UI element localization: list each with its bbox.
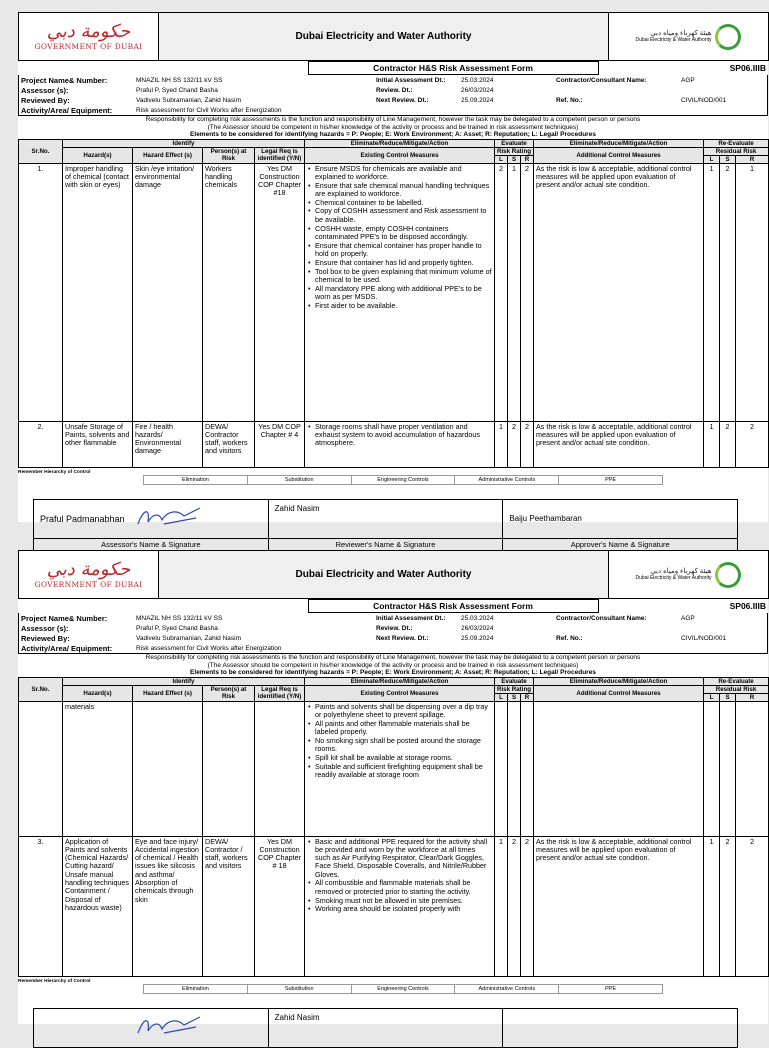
reviewer-name: Zahid Nasim — [274, 1012, 320, 1022]
dewa-logo — [609, 13, 769, 61]
legal-cell: Yes DM Construction COP Chapter # 18 — [255, 836, 305, 976]
col-sr-no: Sr.No. — [19, 139, 63, 163]
hierarchy-label: Remember Hierarchy of Control — [18, 469, 91, 475]
responsibility-note: Responsibility for completing risk assessments is the function and responsibility of Line Management, however the task may be delegated to a competent person or persons — [145, 116, 641, 123]
persons-cell: DEWA/ Contractor / staff, workers and visitors — [203, 836, 255, 976]
col-r: R — [521, 693, 534, 701]
col-persons-at-risk: Person(s) at Risk — [203, 147, 255, 163]
col-legal-req: Legal Req is identified (Y/N) — [255, 147, 305, 163]
form-title-bar — [18, 61, 768, 75]
gov-english-text: GOVERNMENT OF DUBAI — [34, 580, 143, 589]
residual-l-cell: 1 — [704, 836, 720, 976]
col-residual-l: L — [704, 155, 720, 163]
initial-date-value: 25.03.2024 — [461, 76, 494, 84]
control-item: • No smoking sign shall be posted around the storage rooms. — [307, 737, 492, 754]
dewa-english-text: Dubai Electricity & Water Authority — [635, 36, 712, 43]
col-residual-risk: Residual Risk — [704, 147, 769, 155]
r-cell — [521, 701, 534, 836]
review-date-value: 26/03/2024 — [461, 86, 494, 94]
ref-label: Ref. No.: — [556, 634, 583, 642]
assessor-value: Praful P, Syed Chand Basha — [136, 86, 218, 94]
next-review-value: 25.09.2024 — [461, 634, 494, 642]
control-item: • All paints and other flammable materials shall be labeled properly. — [307, 720, 492, 737]
control-item: • Tool box to be given explaining that minimum volume of chemical to be used. — [307, 268, 492, 285]
control-item: • Spill kit shall be available at storage rooms. — [307, 754, 492, 762]
s-cell — [508, 701, 521, 836]
control-item: • First aider to be available. — [307, 302, 492, 310]
hierarchy-of-control — [143, 984, 663, 994]
table-row — [19, 836, 769, 976]
hazard-cell: Unsafe Storage of Paints, solvents and other flammable — [63, 421, 133, 467]
control-item: • Working area should be isolated properly with — [307, 905, 492, 913]
col-group-eliminate: Eliminate/Reduce/Mitigate/Action — [305, 139, 495, 147]
col-group-re-evaluate: Re-Evaluate — [704, 139, 769, 147]
controls-list — [307, 838, 492, 914]
hazard-effect-cell: Fire / health hazards/ Environmental damage — [133, 421, 203, 467]
control-item: • COSHH waste, empty COSHH containers contaminated PPE's to be disposed accordingly. — [307, 225, 492, 242]
control-item: • Basic and additional PPE required for the activity shall be provided and worn by the workforce at all times such as Air Purifying Respirator, Clear/Dark Goggles, Face Shield, Disposable Coveralls, and Nitrile/Rubber Gloves. — [307, 838, 492, 879]
hazard-cell: Improper handling of chemical (contact with skin or eyes) — [63, 163, 133, 421]
ref-label: Ref. No.: — [556, 96, 583, 104]
col-legal-req: Legal Req is identified (Y/N) — [255, 685, 305, 701]
project-label: Project Name& Number: — [21, 613, 108, 623]
l-cell: 2 — [495, 163, 508, 421]
col-s: S — [508, 155, 521, 163]
signature-block-2 — [33, 1008, 738, 1048]
initial-date-label: Initial Assessment Dt.: — [376, 614, 446, 622]
col-group-evaluate: Evaluate — [495, 139, 534, 147]
controls-list — [307, 423, 492, 448]
reviewer-name: Zahid Nasim — [274, 503, 320, 513]
activity-label: Activity/Area/ Equipment: — [21, 105, 113, 115]
col-residual-r: R — [736, 693, 769, 701]
col-existing-controls: Existing Control Measures — [305, 685, 495, 701]
hazard-effect-cell: Eye and face injury/ Accidental ingestion of chemical / Health issues like silicosis and asthma/ Absorption of chemicals through skin — [133, 836, 203, 976]
residual-r-cell: 2 — [736, 836, 769, 976]
table-row — [19, 701, 769, 836]
assessor-value: Praful P, Syed Chand Basha — [136, 624, 218, 632]
s-cell: 2 — [508, 836, 521, 976]
residual-s-cell: 2 — [720, 836, 736, 976]
col-risk-rating: Risk Rating — [495, 685, 534, 693]
initial-date-label: Initial Assessment Dt.: — [376, 76, 446, 84]
dewa-ring-icon — [715, 562, 741, 588]
col-r: R — [521, 155, 534, 163]
gov-arabic-text: حكومة دبي — [46, 21, 131, 42]
authority-title: Dubai Electricity and Water Authority — [159, 13, 609, 61]
s-cell: 2 — [508, 421, 521, 467]
reviewed-label: Reviewed By: — [21, 95, 70, 105]
control-item: • Ensure that container has lid and properly tighten. — [307, 259, 492, 267]
col-residual-risk: Residual Risk — [704, 685, 769, 693]
form-title: Contractor H&S Risk Assessment Form — [308, 600, 598, 613]
hierarchy-substitution: Substitution — [248, 476, 352, 484]
elements-note: Elements to be considered for identifying hazards = P: People; E: Work Environment; A: Asset; R: Reputation; L: Legal/ Procedures — [190, 131, 596, 138]
dewa-arabic-text: هيئة كهرباء ومياه دبي — [650, 567, 712, 575]
assessment-details-2 — [18, 613, 768, 654]
signature-block — [33, 499, 738, 551]
reviewed-value: Vadivelu Subramanian, Zahid Nasim — [136, 634, 242, 642]
responsibility-note: Responsibility for completing risk assessments is the function and responsibility of Line Management, however the task may be delegated to a competent person or persons — [145, 654, 641, 661]
assessor-signature-cell — [34, 500, 269, 538]
col-sr-no: Sr.No. — [19, 677, 63, 701]
form-code: SP06.IIIB — [729, 62, 766, 73]
control-item: • Suitable and sufficient firefighting equipment shall be readily available at storage room — [307, 763, 492, 780]
form-header-2 — [18, 550, 769, 599]
ref-value: CIVIL/NOD/001 — [681, 634, 727, 642]
legal-cell: Yes DM COP Chapter # 4 — [255, 421, 305, 467]
hazard-effect-cell: Skin /eye irritation/ environmental damage — [133, 163, 203, 421]
hierarchy-elimination: Elimination — [144, 985, 248, 993]
sr-no-cell: 1. — [19, 163, 63, 421]
assessor-signature-scribble — [134, 1013, 204, 1039]
residual-l-cell: 1 — [704, 421, 720, 467]
hazard-cell: materials — [63, 701, 133, 836]
assessor-label: Assessor (s): — [21, 85, 69, 95]
authority-title: Dubai Electricity and Water Authority — [159, 551, 609, 599]
control-item: • All combustible and flammable materials shall be removed or protected prior to starting the activity. — [307, 879, 492, 896]
reviewer-signature-cell — [269, 500, 504, 538]
col-residual-s: S — [720, 155, 736, 163]
sr-no-cell: 3. — [19, 836, 63, 976]
controls-cell — [305, 701, 495, 836]
col-additional-controls: Additional Control Measures — [534, 147, 704, 163]
project-value: MNAZIL NH SS 132/11 kV SS — [136, 76, 223, 84]
control-item: • Paints and solvents shall be dispensing over a dip tray or polyethylene sheet to prevent spillage. — [307, 703, 492, 720]
residual-s-cell: 2 — [720, 421, 736, 467]
risk-table — [18, 139, 769, 468]
persons-cell: DEWA/ Contractor staff, workers and visitors — [203, 421, 255, 467]
additional-cell: As the risk is low & acceptable, additional control measures will be applied upon evaluation of present and/or actual site condition. — [534, 836, 704, 976]
reviewer-signature-cell — [269, 1009, 504, 1047]
legal-cell: Yes DM Construction COP Chapter #18 — [255, 163, 305, 421]
reviewed-label: Reviewed By: — [21, 633, 70, 643]
table-row — [19, 421, 769, 467]
control-item: • Storage rooms shall have proper ventilation and exhaust system to avoid accumulation of hazardous atmosphere. — [307, 423, 492, 448]
project-value: MNAZIL NH SS 132/11 kV SS — [136, 614, 223, 622]
dewa-english-text: Dubai Electricity & Water Authority — [635, 574, 712, 581]
controls-cell — [305, 836, 495, 976]
control-item: • Copy of COSHH assessment and Risk assessment to be available. — [307, 207, 492, 224]
form-page-1 — [18, 12, 768, 549]
review-date-value: 26/03/2024 — [461, 624, 494, 632]
r-cell: 2 — [521, 836, 534, 976]
hierarchy-engineering: Engineering Controls — [352, 985, 456, 993]
col-hazard-effect: Hazard Effect (s) — [133, 685, 203, 701]
col-group-re-evaluate: Re-Evaluate — [704, 677, 769, 685]
residual-s-cell: 2 — [720, 163, 736, 421]
persons-cell — [203, 701, 255, 836]
col-group-eliminate-2: Eliminate/Reduce/Mitigate/Action — [534, 677, 704, 685]
assessor-label: Assessor (s): — [21, 623, 69, 633]
col-s: S — [508, 693, 521, 701]
l-cell: 1 — [495, 421, 508, 467]
control-item: • All mandatory PPE along with additional PPE's to be worn as per MSDS. — [307, 285, 492, 302]
form-title: Contractor H&S Risk Assessment Form — [308, 62, 598, 75]
col-group-evaluate: Evaluate — [495, 677, 534, 685]
col-additional-controls: Additional Control Measures — [534, 685, 704, 701]
table-row — [19, 163, 769, 421]
legal-cell — [255, 701, 305, 836]
residual-r-cell: 2 — [736, 421, 769, 467]
approver-caption: Approver's Name & Signature — [570, 539, 670, 549]
gov-arabic-text: حكومة دبي — [46, 559, 131, 580]
sr-no-cell: 2. — [19, 421, 63, 467]
assessor-caption: Assessor's Name & Signature — [34, 539, 269, 550]
elements-note: Elements to be considered for identifying hazards = P: People; E: Work Environment; A: Asset; R: Reputation; L: Legal/ Procedures — [190, 669, 596, 676]
assessment-details — [18, 75, 768, 116]
col-group-identify: Identify — [63, 677, 305, 685]
hierarchy-substitution: Substitution — [248, 985, 352, 993]
col-l: L — [495, 155, 508, 163]
hierarchy-ppe: PPE — [605, 476, 617, 483]
gov-english-text: GOVERNMENT OF DUBAI — [34, 42, 143, 51]
controls-cell — [305, 163, 495, 421]
hierarchy-engineering: Engineering Controls — [352, 476, 456, 484]
dewa-ring-icon — [715, 24, 741, 50]
assessor-signature-cell — [34, 1009, 269, 1047]
reviewed-value: Vadivelu Subramanian, Zahid Nasim — [136, 96, 242, 104]
dewa-arabic-text: هيئة كهرباء ومياه دبي — [650, 29, 712, 37]
contractor-label: Contractor/Consultant Name: — [556, 614, 647, 622]
col-residual-s: S — [720, 693, 736, 701]
l-cell: 1 — [495, 836, 508, 976]
assessor-signature-scribble — [134, 504, 204, 530]
approver-signature-cell — [503, 1009, 737, 1047]
residual-l-cell: 1 — [704, 163, 720, 421]
contractor-value: AGP — [681, 76, 695, 84]
assessor-name: Praful Padmanabhan — [40, 513, 125, 524]
form-page-2 — [18, 550, 768, 1024]
contractor-label: Contractor/Consultant Name: — [556, 76, 647, 84]
persons-cell: Workers handling chemicals — [203, 163, 255, 421]
s-cell: 1 — [508, 163, 521, 421]
residual-s-cell — [720, 701, 736, 836]
col-group-eliminate: Eliminate/Reduce/Mitigate/Action — [305, 677, 495, 685]
review-date-label: Review. Dt.: — [376, 86, 413, 94]
control-item: • Chemical container to be labelled. — [307, 199, 492, 207]
residual-r-cell: 1 — [736, 163, 769, 421]
next-review-label: Next Review. Dt.: — [376, 634, 429, 642]
ref-value: CIVIL/NOD/001 — [681, 96, 727, 104]
reviewer-caption: Reviewer's Name & Signature — [269, 539, 504, 550]
residual-r-cell — [736, 701, 769, 836]
project-label: Project Name& Number: — [21, 75, 108, 85]
activity-label: Activity/Area/ Equipment: — [21, 643, 113, 653]
controls-list — [307, 703, 492, 780]
next-review-label: Next Review. Dt.: — [376, 96, 429, 104]
r-cell: 2 — [521, 163, 534, 421]
additional-cell: As the risk is low & acceptable, additional control measures will be applied upon evaluation of present and/or actual site condition. — [534, 421, 704, 467]
control-item: • Ensure that chemical container has proper handle to hold on properly. — [307, 242, 492, 259]
risk-table-2 — [18, 677, 769, 977]
col-hazards: Hazard(s) — [63, 685, 133, 701]
hierarchy-administrative: Administrative Controls — [455, 476, 559, 484]
additional-cell — [534, 701, 704, 836]
additional-cell: As the risk is low & acceptable, additional control measures will be applied upon evaluation of present and/or actual site condition. — [534, 163, 704, 421]
hierarchy-of-control — [143, 475, 663, 485]
hazard-effect-cell — [133, 701, 203, 836]
initial-date-value: 25.03.2024 — [461, 614, 494, 622]
hierarchy-elimination: Elimination — [144, 476, 248, 484]
hazard-cell: Application of Paints and solvents (Chemical Hazards/ Cutting hazard/ Unsafe manual handling techniques Containment / Disposal of hazardous waste) — [63, 836, 133, 976]
controls-list — [307, 165, 492, 311]
l-cell — [495, 701, 508, 836]
dewa-logo — [609, 551, 769, 599]
approver-name: Baiju Peethambaran — [509, 513, 582, 523]
activity-value: Risk assessment for Civil Works after Energization — [136, 644, 282, 652]
residual-l-cell — [704, 701, 720, 836]
contractor-value: AGP — [681, 614, 695, 622]
activity-value: Risk assessment for Civil Works after Energization — [136, 106, 282, 114]
government-of-dubai-logo — [19, 551, 159, 599]
hierarchy-administrative: Administrative Controls — [455, 985, 559, 993]
r-cell: 2 — [521, 421, 534, 467]
col-hazard-effect: Hazard Effect (s) — [133, 147, 203, 163]
review-date-label: Review. Dt.: — [376, 624, 413, 632]
col-risk-rating: Risk Rating — [495, 147, 534, 155]
hierarchy-label: Remember Hierarchy of Control — [18, 978, 91, 984]
col-group-eliminate-2: Eliminate/Reduce/Mitigate/Action — [534, 139, 704, 147]
col-persons-at-risk: Person(s) at Risk — [203, 685, 255, 701]
hierarchy-ppe: PPE — [605, 985, 617, 992]
col-l: L — [495, 693, 508, 701]
approver-signature-cell — [503, 500, 737, 538]
col-group-identify: Identify — [63, 139, 305, 147]
form-header — [18, 12, 769, 61]
control-item: • Ensure MSDS for chemicals are available and explained to workforce. — [307, 165, 492, 182]
assessor-competence-note: (The Assessor should be competent in his/her knowledge of the activity or process and be trained in risk assessment techniques) — [207, 661, 579, 669]
control-item: • Ensure that safe chemical manual handling techniques are explained to workforce. — [307, 182, 492, 199]
next-review-value: 25.09.2024 — [461, 96, 494, 104]
form-code: SP06.IIIB — [729, 600, 766, 611]
controls-cell — [305, 421, 495, 467]
col-hazards: Hazard(s) — [63, 147, 133, 163]
assessor-competence-note: (The Assessor should be competent in his/her knowledge of the activity or process and be trained in risk assessment techniques) — [207, 123, 579, 131]
sr-no-cell — [19, 701, 63, 836]
form-title-bar-2 — [18, 599, 768, 613]
col-residual-r: R — [736, 155, 769, 163]
government-of-dubai-logo — [19, 13, 159, 61]
col-residual-l: L — [704, 693, 720, 701]
control-item: • Smoking must not be allowed in site premises. — [307, 897, 492, 905]
col-existing-controls: Existing Control Measures — [305, 147, 495, 163]
